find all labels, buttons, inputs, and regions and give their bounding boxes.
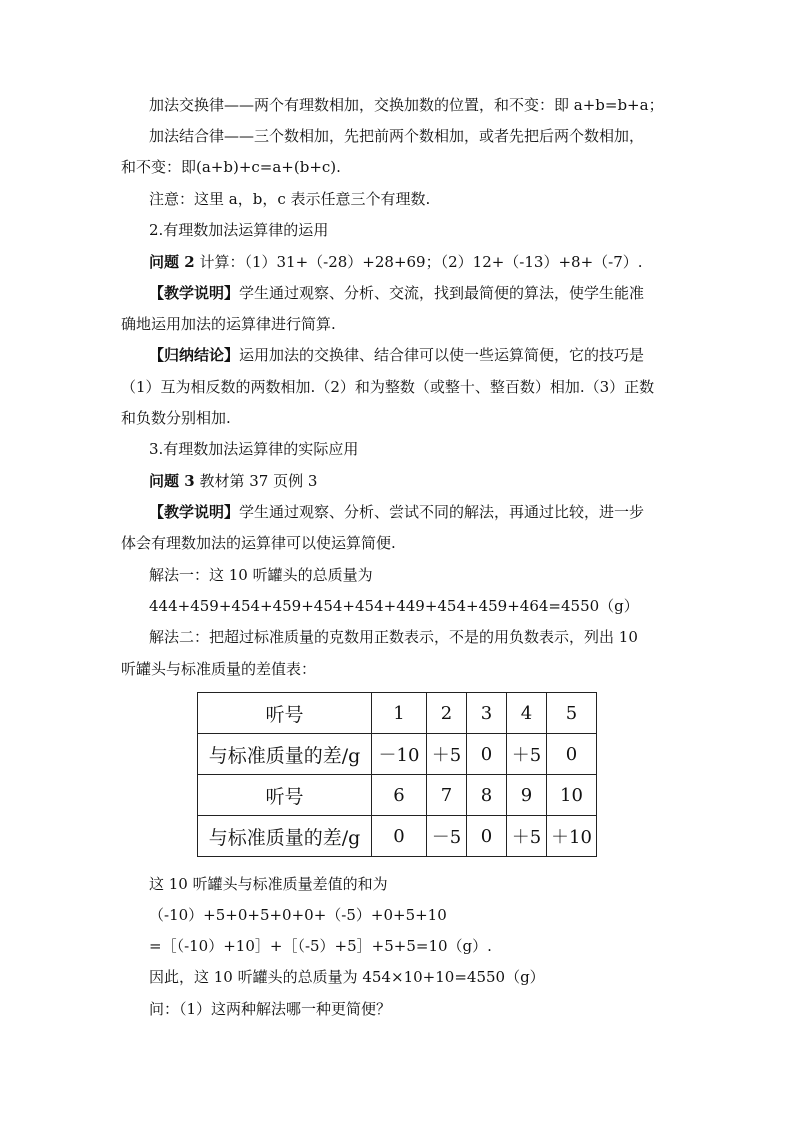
table-cell: 9 bbox=[507, 775, 547, 816]
teaching-note-1-text: 学生通过观察、分析、交流，找到最简便的算法，使学生能准 bbox=[239, 284, 645, 302]
commutative-law-text: 加法交换律——两个有理数相加，交换加数的位置，和不变：即 a+b=b+a； bbox=[149, 96, 664, 114]
table-cell: －10 bbox=[372, 734, 427, 775]
table-row bbox=[198, 693, 597, 734]
teaching-note-2 bbox=[149, 502, 644, 522]
question-3-label: 问题 3 bbox=[149, 472, 195, 490]
table-cell: 10 bbox=[547, 775, 597, 816]
teaching-note-1-label: 【教学说明】 bbox=[149, 284, 240, 302]
table-cell: 4 bbox=[507, 693, 547, 734]
table-row bbox=[198, 816, 597, 857]
table-cell: 0 bbox=[467, 816, 507, 857]
conclusion-cont-2: 和负数分别相加. bbox=[121, 409, 231, 427]
table-cell: 0 bbox=[372, 816, 427, 857]
teaching-note-2-label: 【教学说明】 bbox=[149, 503, 240, 521]
question-2-label: 问题 2 bbox=[149, 253, 195, 271]
section-3-heading: 3.有理数加法运算律的实际应用 bbox=[149, 440, 359, 458]
solution-1-calc: 444+459+454+459+454+454+449+454+459+464=4550（g） bbox=[149, 597, 639, 615]
difference-table bbox=[197, 692, 597, 857]
table-cell: 3 bbox=[467, 693, 507, 734]
question-2 bbox=[149, 252, 643, 272]
teaching-note-1 bbox=[149, 283, 644, 303]
sum-result: =［（-10）+10］+［（-5）+5］+5+5=10（g）. bbox=[149, 937, 492, 955]
table-cell: 听号 bbox=[198, 775, 372, 816]
table-cell: 0 bbox=[467, 734, 507, 775]
table-cell: ＋5 bbox=[427, 734, 467, 775]
table-cell: 2 bbox=[427, 693, 467, 734]
table-cell: 7 bbox=[427, 775, 467, 816]
table-cell: 8 bbox=[467, 775, 507, 816]
total-mass: 因此，这 10 听罐头的总质量为 454×10+10=4550（g） bbox=[149, 968, 545, 986]
table-cell: 0 bbox=[547, 734, 597, 775]
table-cell: ＋5 bbox=[507, 734, 547, 775]
teaching-note-2-cont: 体会有理数加法的运算律可以使运算简便. bbox=[121, 534, 396, 552]
table-cell: 5 bbox=[547, 693, 597, 734]
associative-law-text-cont: 和不变：即(a+b)+c=a+(b+c). bbox=[121, 158, 341, 176]
solution-1: 解法一：这 10 听罐头的总质量为 bbox=[149, 566, 373, 584]
question-2-text: 计算：（1）31+（-28）+28+69；（2）12+（-13）+8+（-7）. bbox=[194, 253, 643, 271]
table-cell: －5 bbox=[427, 816, 467, 857]
table-row bbox=[198, 734, 597, 775]
table-cell: 6 bbox=[372, 775, 427, 816]
table-cell: 听号 bbox=[198, 693, 372, 734]
conclusion bbox=[149, 345, 644, 365]
conclusion-cont-1: （1）互为相反数的两数相加.（2）和为整数（或整十、整百数）相加.（3）正数 bbox=[121, 378, 655, 396]
question-3-text: 教材第 37 页例 3 bbox=[194, 472, 318, 490]
note-text: 注意：这里 a，b，c 表示任意三个有理数. bbox=[149, 190, 431, 208]
table-row bbox=[198, 775, 597, 816]
follow-up-question: 问：（1）这两种解法哪一种更简便？ bbox=[149, 1000, 392, 1018]
conclusion-label: 【归纳结论】 bbox=[149, 346, 240, 364]
conclusion-text: 运用加法的交换律、结合律可以使一些运算简便，它的技巧是 bbox=[239, 346, 645, 364]
sum-expression: （-10）+5+0+5+0+0+（-5）+0+5+10 bbox=[149, 906, 447, 924]
table-cell: 与标准质量的差/g bbox=[198, 816, 372, 857]
solution-2: 解法二：把超过标准质量的克数用正数表示，不是的用负数表示，列出 10 bbox=[149, 628, 638, 646]
question-3 bbox=[149, 471, 317, 491]
sum-intro: 这 10 听罐头与标准质量差值的和为 bbox=[149, 875, 388, 893]
teaching-note-2-text: 学生通过观察、分析、尝试不同的解法，再通过比较，进一步 bbox=[239, 503, 645, 521]
table-cell: 1 bbox=[372, 693, 427, 734]
teaching-note-1-cont: 确地运用加法的运算律进行简算. bbox=[121, 315, 336, 333]
solution-2-cont: 听罐头与标准质量的差值表： bbox=[121, 660, 317, 678]
section-2-heading: 2.有理数加法运算律的运用 bbox=[149, 221, 329, 239]
associative-law-text: 加法结合律——三个数相加，先把前两个数相加，或者先把后两个数相加， bbox=[149, 127, 645, 145]
table-cell: ＋10 bbox=[547, 816, 597, 857]
table-cell: ＋5 bbox=[507, 816, 547, 857]
table-cell: 与标准质量的差/g bbox=[198, 734, 372, 775]
